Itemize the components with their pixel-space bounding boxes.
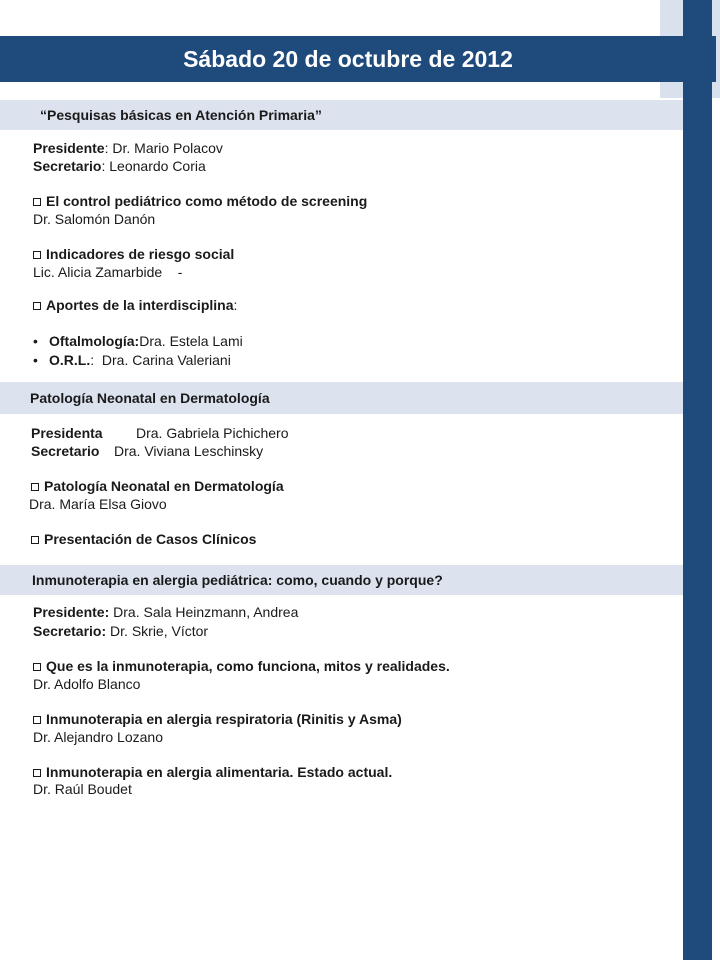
talk-title: Que es la inmunoterapia, como funciona, mitos y realidades.	[33, 657, 450, 675]
role-label: Secretario	[31, 443, 100, 459]
presidenta-line	[31, 424, 103, 442]
role-name: Dr. Skrie, Víctor	[106, 623, 209, 639]
role-label: Presidente	[33, 140, 105, 156]
checkbox-bullet-icon	[33, 663, 41, 671]
specialty-speaker: : Dra. Carina Valeriani	[90, 352, 231, 368]
talk-speaker: Dra. María Elsa Giovo	[29, 496, 167, 512]
checkbox-bullet-icon	[33, 716, 41, 724]
checkbox-bullet-icon	[33, 198, 41, 206]
section-title: Patología Neonatal en Dermatología	[30, 390, 270, 406]
checkbox-bullet-icon	[33, 251, 41, 259]
presidente-line	[33, 139, 223, 157]
role-name: Dra. Gabriela Pichichero	[136, 425, 289, 441]
talk-title: Inmunoterapia en alergia respiratoria (Rinitis y Asma)	[33, 710, 402, 728]
bullet-icon: •	[33, 352, 38, 368]
presidente-line	[33, 603, 298, 621]
talk-speaker: Dr. Raúl Boudet	[33, 781, 132, 797]
role-name: Dra. Viviana Leschinsky	[114, 443, 264, 459]
list-item	[33, 351, 231, 369]
role-label: Presidente:	[33, 604, 110, 620]
role-name: : Leonardo Coria	[101, 158, 206, 174]
bullet-icon: •	[33, 333, 38, 349]
talk-title: El control pediátrico como método de screening	[33, 192, 367, 210]
specialty-speaker: Dra. Estela Lami	[139, 333, 243, 349]
decorative-side-bar	[683, 0, 712, 960]
list-item	[33, 332, 243, 350]
talk-title: Inmunoterapia en alergia alimentaria. Estado actual.	[33, 763, 392, 781]
talk-title: Presentación de Casos Clínicos	[31, 530, 256, 548]
role-label: Presidenta	[31, 425, 103, 441]
specialty-label: O.R.L.	[49, 352, 91, 368]
role-label: Secretario	[33, 158, 102, 174]
talk-speaker: Dr. Adolfo Blanco	[33, 676, 141, 692]
talk-title: Patología Neonatal en Dermatología	[31, 477, 284, 495]
secretario-line	[31, 442, 99, 460]
checkbox-bullet-icon	[31, 536, 39, 544]
checkbox-bullet-icon	[33, 302, 41, 310]
secretario-line	[33, 622, 208, 640]
section-title: “Pesquisas básicas en Atención Primaria”	[40, 107, 322, 123]
page-title: Sábado 20 de octubre de 2012	[183, 45, 513, 72]
talk-speaker: Dr. Salomón Danón	[33, 211, 156, 227]
section-title: Inmunoterapia en alergia pediátrica: como, cuando y porque?	[32, 572, 443, 588]
secretario-line	[33, 157, 206, 175]
section-title-band	[0, 382, 683, 414]
role-name: Dra. Sala Heinzmann, Andrea	[109, 604, 299, 620]
talk-title: Aportes de la interdisciplina:	[33, 296, 237, 314]
talk-speaker: Lic. Alicia Zamarbide -	[33, 264, 183, 280]
role-name: : Dr. Mario Polacov	[104, 140, 223, 156]
talk-speaker: Dr. Alejandro Lozano	[33, 729, 163, 745]
talk-title: Indicadores de riesgo social	[33, 245, 234, 263]
page-header	[0, 36, 716, 82]
checkbox-bullet-icon	[33, 769, 41, 777]
role-label: Secretario:	[33, 623, 107, 639]
specialty-label: Oftalmología:	[49, 333, 140, 349]
section-title-band	[0, 100, 683, 130]
checkbox-bullet-icon	[31, 483, 39, 491]
section-title-band	[0, 565, 683, 595]
